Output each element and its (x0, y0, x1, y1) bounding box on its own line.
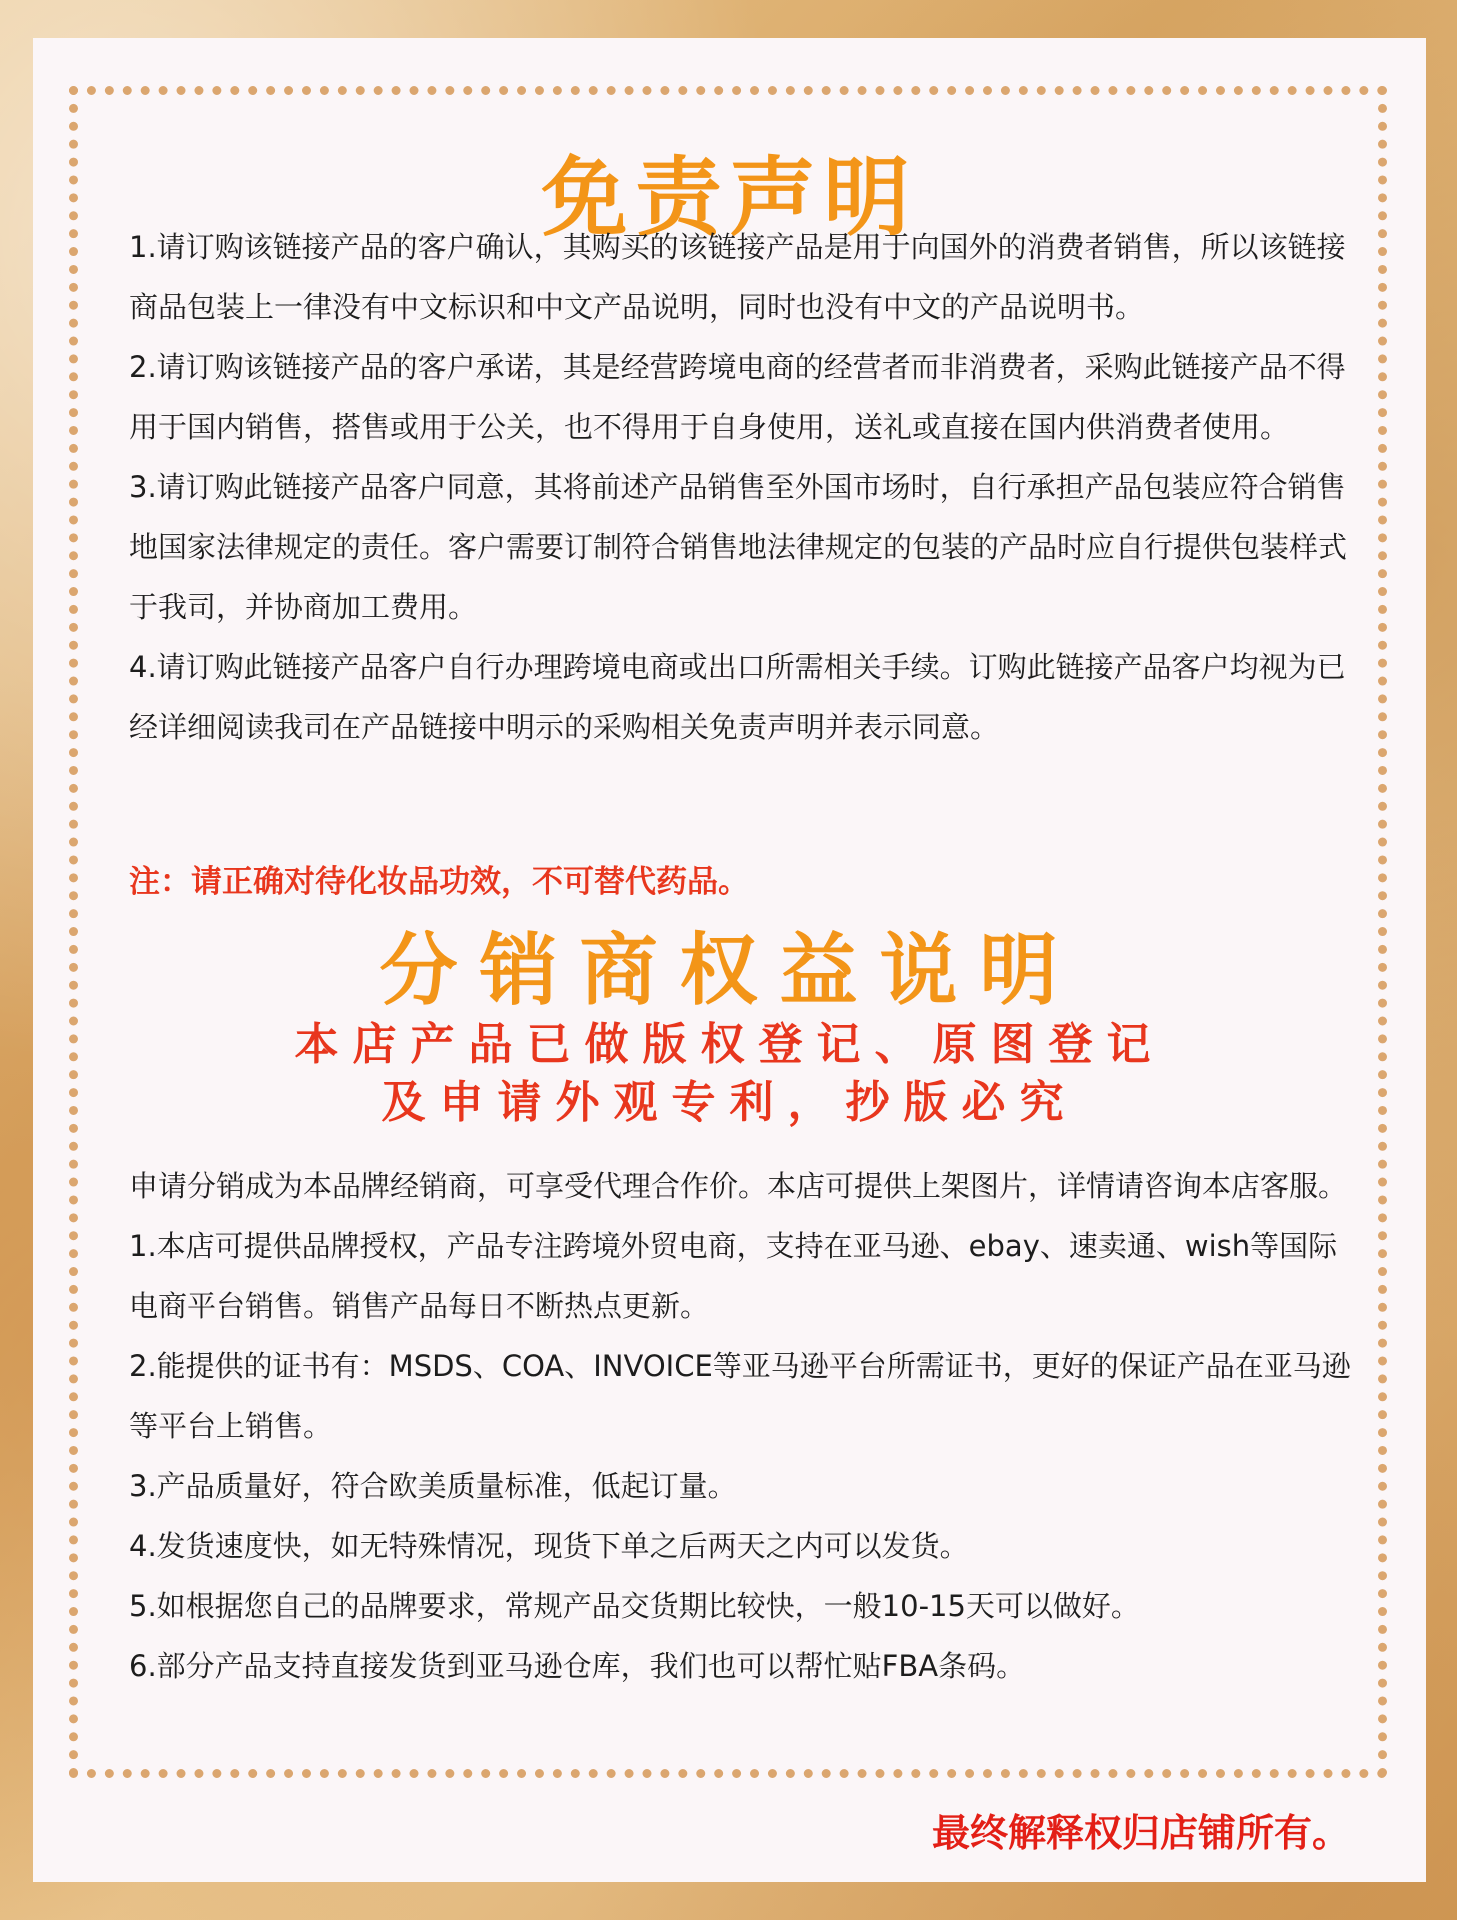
final-interpretation-note: 最终解释权归店铺所有。 (931, 1811, 1350, 1855)
disclaimer-items (129, 217, 1361, 757)
disclaimer-title: 免责声明 (541, 148, 918, 248)
cosmetics-note: 注：请正确对待化妆品功效，不可替代药品。 (129, 864, 749, 900)
distributor-items (129, 1156, 1361, 1696)
distributor-title: 分销商权益说明 (379, 926, 1080, 1016)
distributor-item: 3.产品质量好，符合欧美质量标准，低起订量。 (129, 1469, 737, 1503)
copyright-notice-line1: 本店产品已做版权登记、原图登记 (294, 1019, 1165, 1070)
distributor-item: 2.能提供的证书有：MSDS、COA、INVOICE等亚马逊平台所需证书，更好的保证产品在亚马逊等平台上销售。 (129, 1349, 1351, 1443)
distributor-item: 6.部分产品支持直接发货到亚马逊仓库，我们也可以帮忙贴FBA条码。 (129, 1649, 1026, 1683)
distributor-item: 1.本店可提供品牌授权，产品专注跨境外贸电商，支持在亚马逊、ebay、速卖通、wish等国际电商平台销售。销售产品每日不断热点更新。 (129, 1229, 1338, 1323)
distributor-item: 4.发货速度快，如无特殊情况，现货下单之后两天之内可以发货。 (129, 1529, 969, 1563)
copyright-notice-line2: 及申请外观专利，抄版必究 (381, 1077, 1078, 1128)
distributor-item: 5.如根据您自己的品牌要求，常规产品交货期比较快，一般10-15天可以做好。 (129, 1589, 1140, 1623)
distributor-intro: 申请分销成为本品牌经销商，可享受代理合作价。本店可提供上架图片，详情请咨询本店客服。 (129, 1169, 1348, 1203)
disclaimer-item: 3.请订购此链接产品客户同意，其将前述产品销售至外国市场时，自行承担产品包装应符合销售地国家法律规定的责任。客户需要订制符合销售地法律规定的包装的产品时应自行提供包装样式于我司，并协商加工费用。 (129, 470, 1348, 624)
disclaimer-item: 4.请订购此链接产品客户自行办理跨境电商或出口所需相关手续。订购此链接产品客户均视为已经详细阅读我司在产品链接中明示的采购相关免责声明并表示同意。 (129, 650, 1346, 744)
disclaimer-item: 2.请订购该链接产品的客户承诺，其是经营跨境电商的经营者而非消费者，采购此链接产品不得用于国内销售，搭售或用于公关，也不得用于自身使用，送礼或直接在国内供消费者使用。 (129, 350, 1346, 444)
poster-card (33, 38, 1426, 1882)
disclaimer-item: 1.请订购该链接产品的客户确认，其购买的该链接产品是用于向国外的消费者销售，所以该链接商品包装上一律没有中文标识和中文产品说明，同时也没有中文的产品说明书。 (129, 230, 1346, 324)
